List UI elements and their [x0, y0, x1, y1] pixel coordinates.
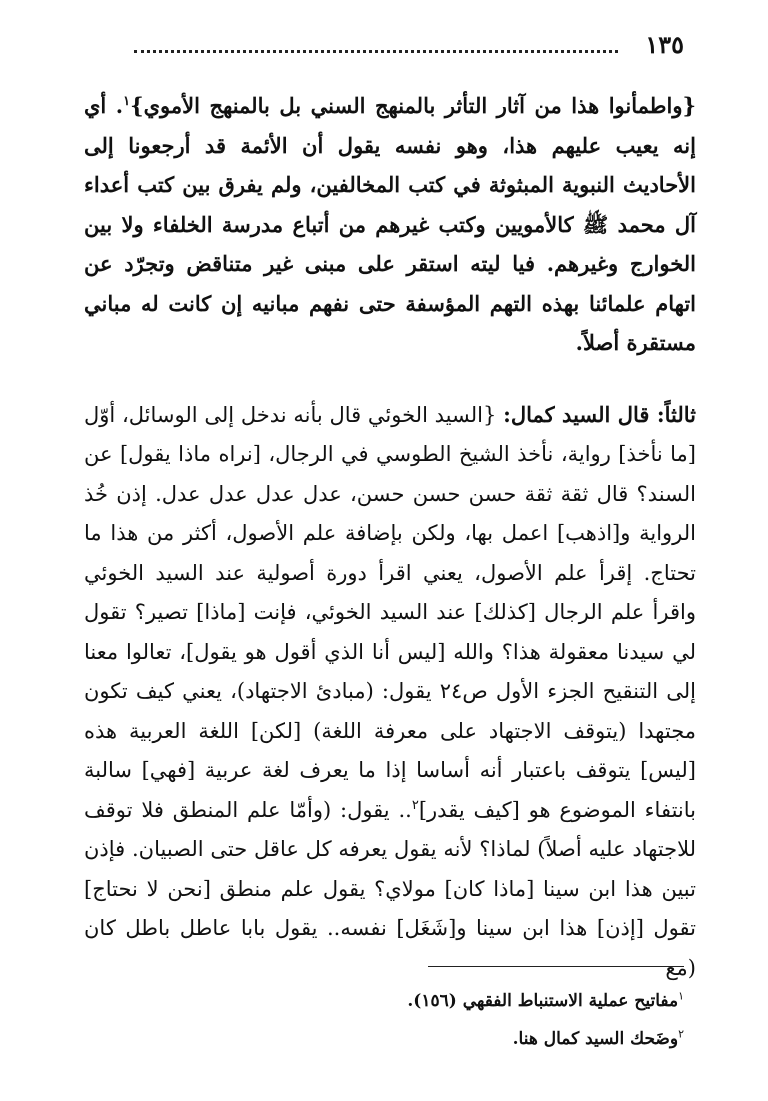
footnotes — [244, 982, 684, 1058]
header-dotted-rule — [134, 50, 618, 53]
paragraph-1-text: {واطمأنوا هذا من آثار التأثر بالمنهج السني بل بالمنهج الأموي} — [130, 93, 696, 118]
paragraph-2-text: {السيد الخوئي قال بأنه ندخل إلى الوسائل، أوّل [ما نأخذ] رواية، نأخذ الشيخ الطوسي في الرجال، [نراه ماذا يقول] عن السند؟ قال ثقة ثقة حسن حسن حسن، عدل عدل عدل عدل. إذن خُذ الرواية و[اذهب] اعمل بها، ولكن بإضافة علم الأصول، أكثر من هذا ما تحتاج. إقرأ علم الأصول، يعني اقرأ دورة أصولية عند السيد الخوئي واقرأ علم الرجال [كذلك] عند السيد الخوئي، فإنت [ماذا] تصير؟ تقول لي سيدنا معقولة هذا؟ والله [ليس أنا الذي أقول هو يقول]، تعالوا معنا إلى التنقيح الجزء الأول ص٢٤ يقول: (مبادئ الاجتهاد)، يعني كيف تكون مجتهدا (يتوقف الاجتهاد على معرفة اللغة) [لكن] اللغة العربية هذه [ليس] يتوقف باعتبار أنه أساسا إذا ما يعرف لغة عربية [فهي] سالبة بانتفاء الموضوع هو [كيف يقدر] — [84, 402, 696, 822]
footnote-2-number: ٢ — [678, 1027, 684, 1041]
footnote-2 — [244, 1020, 684, 1058]
footnote-1-text: مفاتيح عملية الاستنباط الفقهي (١٥٦). — [407, 991, 679, 1011]
paragraph-1 — [84, 86, 696, 363]
main-text — [84, 86, 696, 988]
page-header — [0, 30, 768, 60]
footnote-ref-1: ١ — [123, 94, 131, 109]
paragraph-1-continuation: . أي إنه يعيب عليهم هذا، وهو نفسه يقول أن الأئمة قد أرجعونا إلى الأحاديث النبوية المبثوثة في كتب المخالفين، ولم يفرق بين كتب أعداء آل محمد ﷺ كالأمويين وكتب غيرهم من أتباع مدرسة الخلفاء ولا بين الخوارج وغيرهم. فيا ليته استقر على مبنى غير متناقض وتجرّد عن اتهام علمائنا بهذه التهم المؤسفة حتى نفهم مبانيه إن كانت له مباني مستقرة أصلاً. — [84, 93, 696, 355]
footnote-1 — [244, 982, 684, 1020]
footnote-ref-2: ٢ — [411, 797, 419, 813]
paragraph-2 — [84, 395, 696, 989]
paragraph-2-lead: ثالثاً: قال السيد كمال: — [503, 401, 696, 427]
page-number: ١٣٥ — [645, 30, 684, 59]
footnote-separator — [428, 966, 684, 967]
paragraph-2-continuation: .. يقول: (وأمّا علم المنطق فلا توقف للاجتهاد عليه أصلاً) لماذا؟ لأنه يقول يعرفه كل عاقل حتى الصبيان. فإذن تبين هذا ابن سينا [ماذا كان] مولاي؟ يقول علم منطق [نحن لا نحتاج] تقول [إذن] هذا ابن سينا و[شَغَل] نفسه.. يقول بابا عاطل باطل كان (مع — [84, 797, 696, 980]
footnote-2-text: وضَحك السيد كمال هنا. — [512, 1029, 679, 1049]
footnote-1-number: ١ — [678, 989, 684, 1003]
